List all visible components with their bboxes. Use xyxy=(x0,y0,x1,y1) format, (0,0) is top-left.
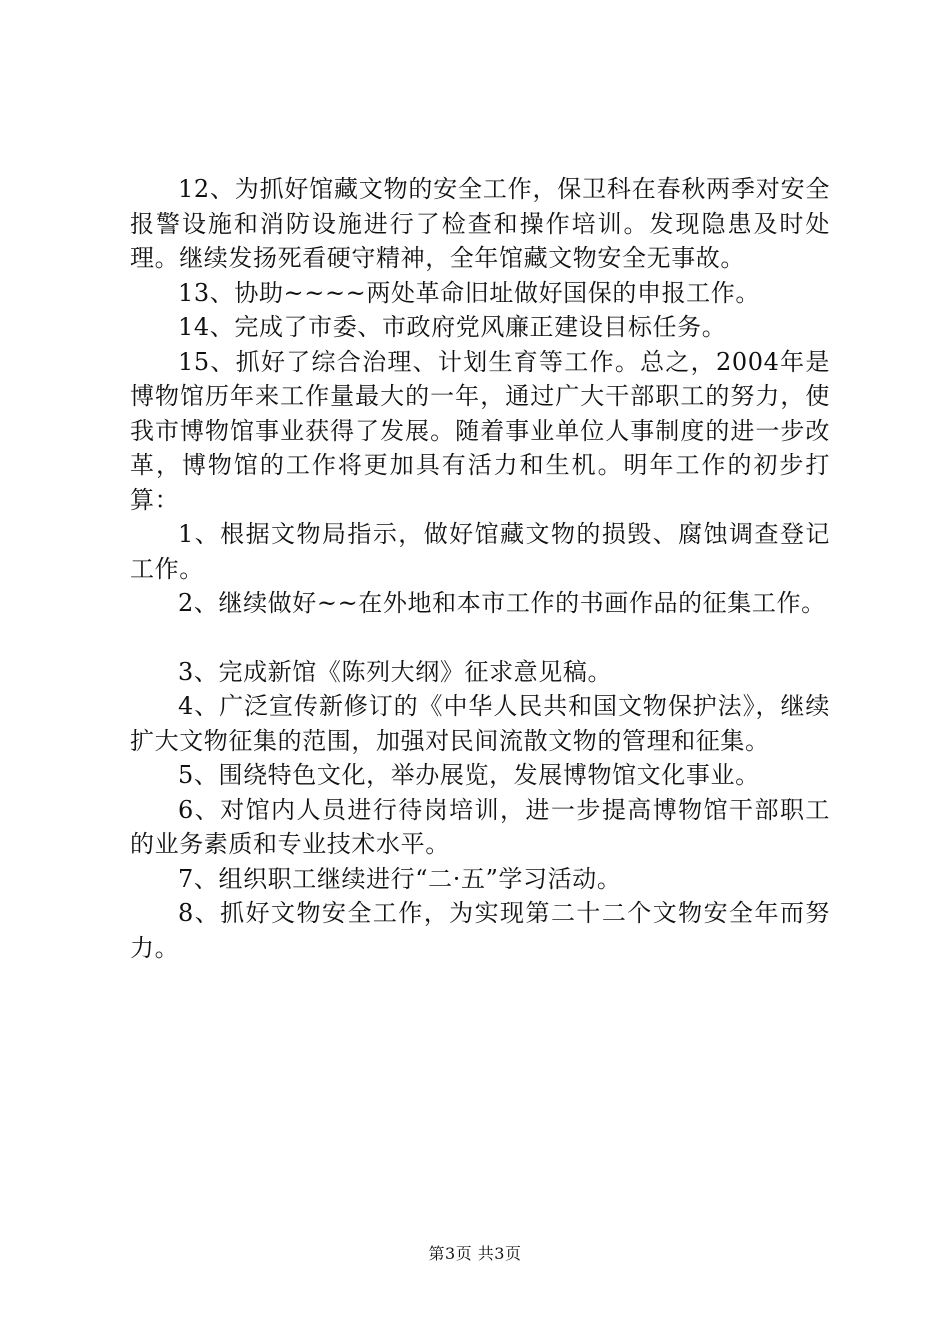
paragraph-item-13: 13、协助~~~~两处革命旧址做好国保的申报工作。 xyxy=(178,278,760,307)
plan-item-5: 5、围绕特色文化，举办展览，发展博物馆文化事业。 xyxy=(178,761,760,789)
paragraph-item-12: 12、为抓好馆藏文物的安全工作，保卫科在春秋两季对安全报警设施和消防设施进行了检查和操作培训。发现隐患及时处理。继续发扬死看硬守精神，全年馆藏文物安全无事故。 xyxy=(130,175,830,272)
page-footer xyxy=(0,1243,950,1265)
plan-item-7: 7、组织职工继续进行“二·五”学习活动。 xyxy=(178,864,622,893)
plan-item-4: 4、广泛宣传新修订的《中华人民共和国文物保护法》，继续扩大文物征集的范围，加强对民间流散文物的管理和征集。 xyxy=(130,692,830,755)
plan-item-8: 8、抓好文物安全工作，为实现第二十二个文物安全年而努力。 xyxy=(130,899,830,962)
page-number-label: 第3页 共3页 xyxy=(428,1244,522,1263)
plan-item-2: 2、继续做好~~在外地和本市工作的书画作品的征集工作。 xyxy=(178,589,826,617)
paragraph-item-15: 15、抓好了综合治理、计划生育等工作。总之，2004年是博物馆历年来工作量最大的一年，通过广大干部职工的努力，使我市博物馆事业获得了发展。随着事业单位人事制度的进一步改革，博物馆的工作将更加具有活力和生机。明年工作的初步打算： xyxy=(130,347,830,514)
document-body xyxy=(130,172,830,965)
paragraph-item-14: 14、完成了市委、市政府党风廉正建设目标任务。 xyxy=(178,313,727,341)
plan-item-1: 1、根据文物局指示，做好馆藏文物的损毁、腐蚀调查登记工作。 xyxy=(130,520,830,583)
plan-item-6: 6、对馆内人员进行待岗培训，进一步提高博物馆干部职工的业务素质和专业技术水平。 xyxy=(130,795,830,858)
plan-item-3: 3、完成新馆《陈列大纲》征求意见稿。 xyxy=(178,657,613,686)
